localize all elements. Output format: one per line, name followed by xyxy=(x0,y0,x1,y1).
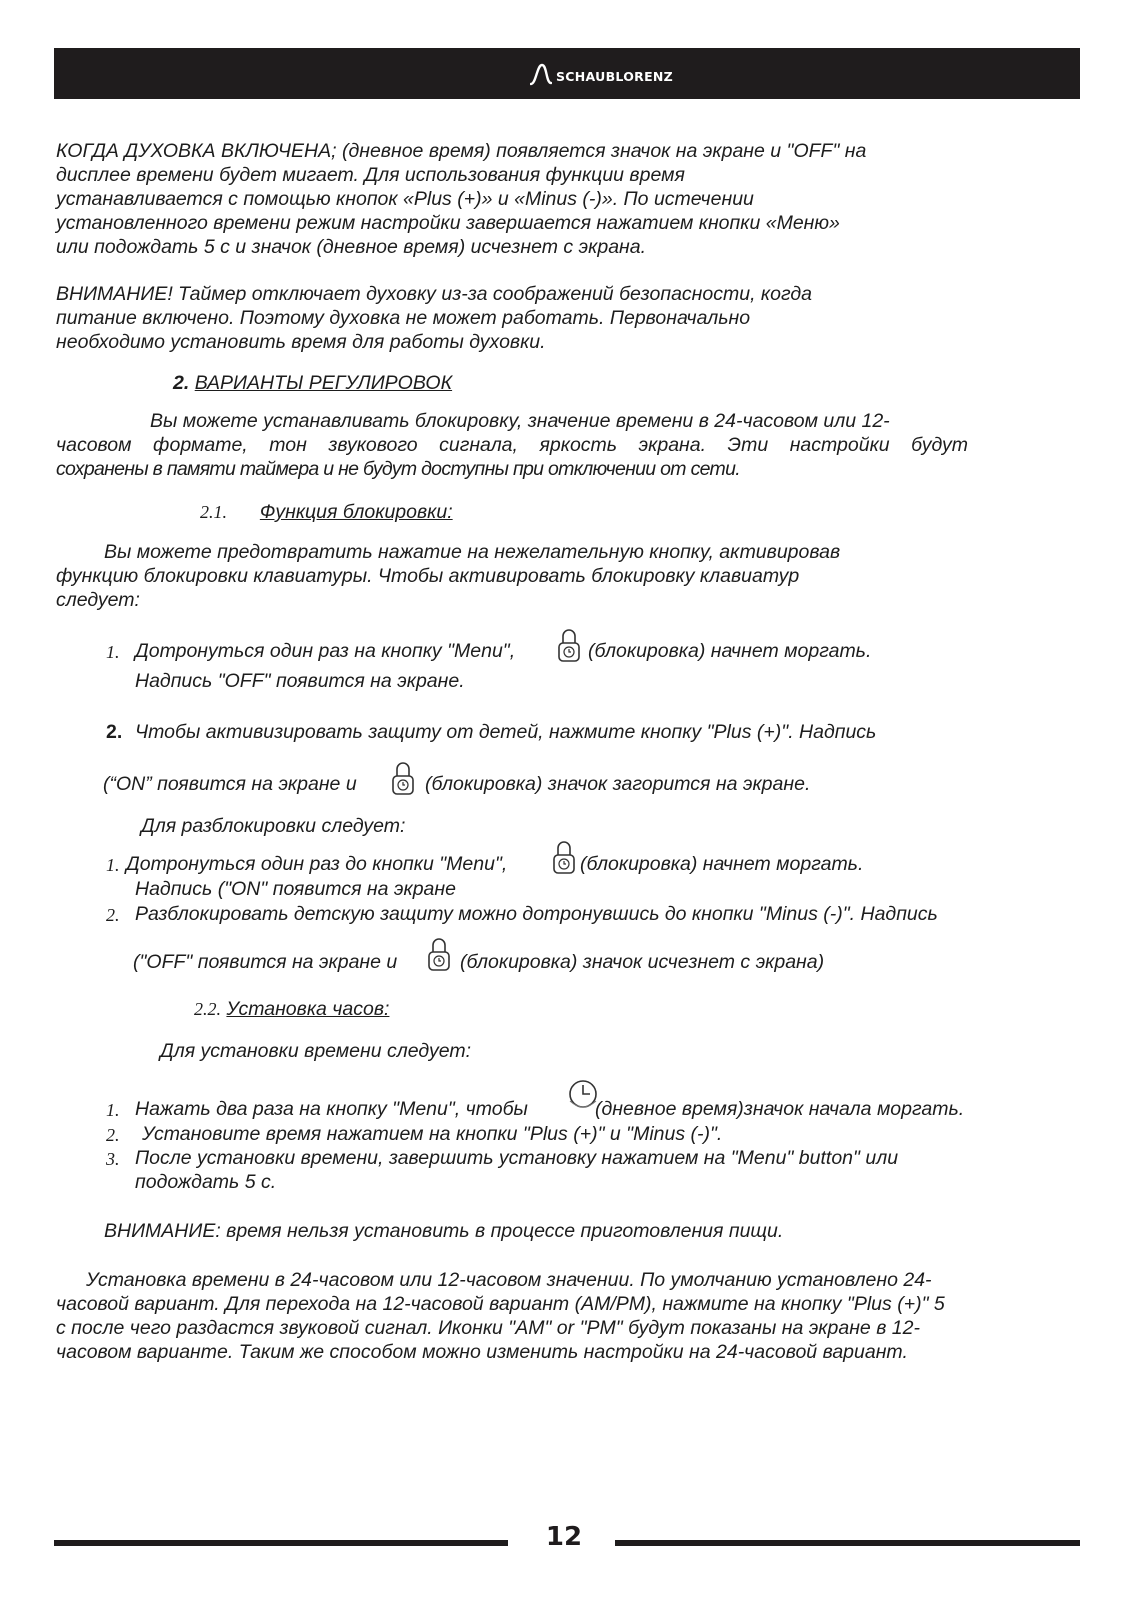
section21-heading xyxy=(200,500,453,524)
lock-step2-text-a: (“ON” появится на экране и xyxy=(103,773,357,795)
section2-line-2: часовом формате, тон звукового сигнала, яркость экрана. Эти настройки будут xyxy=(56,434,968,456)
unlock-step2-number: 2. xyxy=(106,905,120,925)
lock-icon xyxy=(426,937,452,973)
para1-line-1: КОГДА ДУХОВКА ВКЛЮЧЕНА; (дневное время) появляется значок на экране и "OFF" на xyxy=(56,140,867,162)
lock-step2-number: 2. xyxy=(106,721,123,743)
brand-wave-icon xyxy=(530,62,552,86)
para1-line-4: установленного времени режим настройки завершается нажатием кнопки «Меню» xyxy=(56,212,840,234)
unlock-step1-text-b: (блокировка) начнет моргать. xyxy=(580,853,864,875)
clock-step3-line2: подождать 5 с. xyxy=(135,1171,277,1193)
header-bar xyxy=(54,48,1080,99)
lock-step2-text-b: (блокировка) значок загорится на экране. xyxy=(425,773,811,795)
section21-number: 2.1. xyxy=(200,502,227,522)
brand-logo xyxy=(530,62,673,86)
format-line-3: с после чего раздастся звуковой сигнал. Иконки "AM" or "PM" будут показаны на экране в 12- xyxy=(56,1317,920,1339)
unlock-step2-text-b: (блокировка) значок исчезнет с экрана) xyxy=(460,951,825,973)
section21-intro-line-1: Вы можете предотвратить нажатие на нежелательную кнопку, активировав xyxy=(104,541,841,563)
page-number: 12 xyxy=(545,1522,583,1552)
format-line-2: часовой вариант. Для перехода на 12-часовой вариант (AM/PM), нажмите на кнопку "Plus (+)" 5 xyxy=(56,1293,945,1315)
clock-step3-number: 3. xyxy=(106,1149,120,1169)
clock-step1-text-b: (дневное время)значок начала моргать. xyxy=(595,1098,965,1120)
lock-step1-number: 1. xyxy=(106,642,120,662)
format-line-4: часовом варианте. Таким же способом можно изменить настройки на 24-часовой вариант. xyxy=(56,1341,908,1363)
clock-step1-text-a: Нажать два раза на кнопку "Menu", чтобы xyxy=(135,1098,528,1120)
unlock-step2-line1: Разблокировать детскую защиту можно дотронувшись до кнопки "Minus (-)". Надпись xyxy=(135,903,938,925)
clock-step3-line1: После установки времени, завершить установку нажатием на "Menu" button" или xyxy=(135,1147,899,1169)
section22-heading xyxy=(194,997,389,1021)
section21-title: Функция блокировки: xyxy=(259,501,453,523)
clock-warning: ВНИМАНИЕ: время нельзя установить в процессе приготовления пищи. xyxy=(104,1220,784,1242)
para1-line-3: устанавливается с помощью кнопок «Plus (+)» и «Minus (-)». По истечении xyxy=(56,188,754,210)
section22-title: Установка часов: xyxy=(226,998,390,1020)
clock-step2-text: Установите время нажатием на кнопки "Plus (+)" и "Minus (-)". xyxy=(142,1123,723,1145)
para1-line-5: или подождать 5 с и значок (дневное время) исчезнет с экрана. xyxy=(56,236,647,258)
unlock-step1-number: 1. xyxy=(106,855,120,875)
section21-intro-line-2: функцию блокировки клавиатуры. Чтобы активировать блокировку клавиатур xyxy=(56,565,800,587)
para2-line-2: питание включено. Поэтому духовка не может работать. Первоначально xyxy=(56,307,751,329)
unlock-step1-line2: Надпись ("ON" появится на экране xyxy=(135,878,456,900)
lock-step2-line1: Чтобы активизировать защиту от детей, нажмите кнопку "Plus (+)". Надпись xyxy=(135,721,877,743)
para2-line-3: необходимо установить время для работы духовки. xyxy=(56,331,546,353)
section22-number: 2.2. xyxy=(194,999,221,1019)
lock-icon xyxy=(551,840,577,876)
brand-name: SCHAUBLORENZ xyxy=(556,68,674,84)
unlock-title: Для разблокировки следует: xyxy=(141,815,406,837)
section2-title: ВАРИАНТЫ РЕГУЛИРОВОК xyxy=(194,372,453,394)
lock-icon xyxy=(390,761,416,797)
lock-icon xyxy=(556,628,582,664)
lock-step1-line2: Надпись "OFF" появится на экране. xyxy=(135,670,465,692)
para2-line-1: ВНИМАНИЕ! Таймер отключает духовку из-за соображений безопасности, когда xyxy=(56,283,812,305)
unlock-step1-text-a: Дотронуться один раз до кнопки "Menu", xyxy=(126,853,508,875)
section2-line-3: сохранены в памяти таймера и не будут доступны при отключении от сети. xyxy=(56,458,740,480)
format-line-1: Установка времени в 24-часовом или 12-часовом значении. По умолчанию установлено 24- xyxy=(86,1269,932,1291)
clock-step1-number: 1. xyxy=(106,1100,120,1120)
section2-heading xyxy=(173,371,452,395)
section2-number: 2. xyxy=(173,372,190,394)
footer-rule-right xyxy=(615,1540,1080,1546)
lock-step1-text-a: Дотронуться один раз на кнопку "Menu", xyxy=(135,640,516,662)
para1-line-2: дисплее времени будет мигает. Для использования функции время xyxy=(56,164,685,186)
unlock-step2-text-a: ("OFF" появится на экране и xyxy=(133,951,398,973)
section21-intro-line-3: следует: xyxy=(56,589,140,611)
lock-step1-text-b: (блокировка) начнет моргать. xyxy=(588,640,872,662)
clock-step2-number: 2. xyxy=(106,1125,120,1145)
section22-intro: Для установки времени следует: xyxy=(160,1040,471,1062)
footer-rule-left xyxy=(54,1540,508,1546)
section2-line-1: Вы можете устанавливать блокировку, значение времени в 24-часовом или 12- xyxy=(150,410,890,432)
